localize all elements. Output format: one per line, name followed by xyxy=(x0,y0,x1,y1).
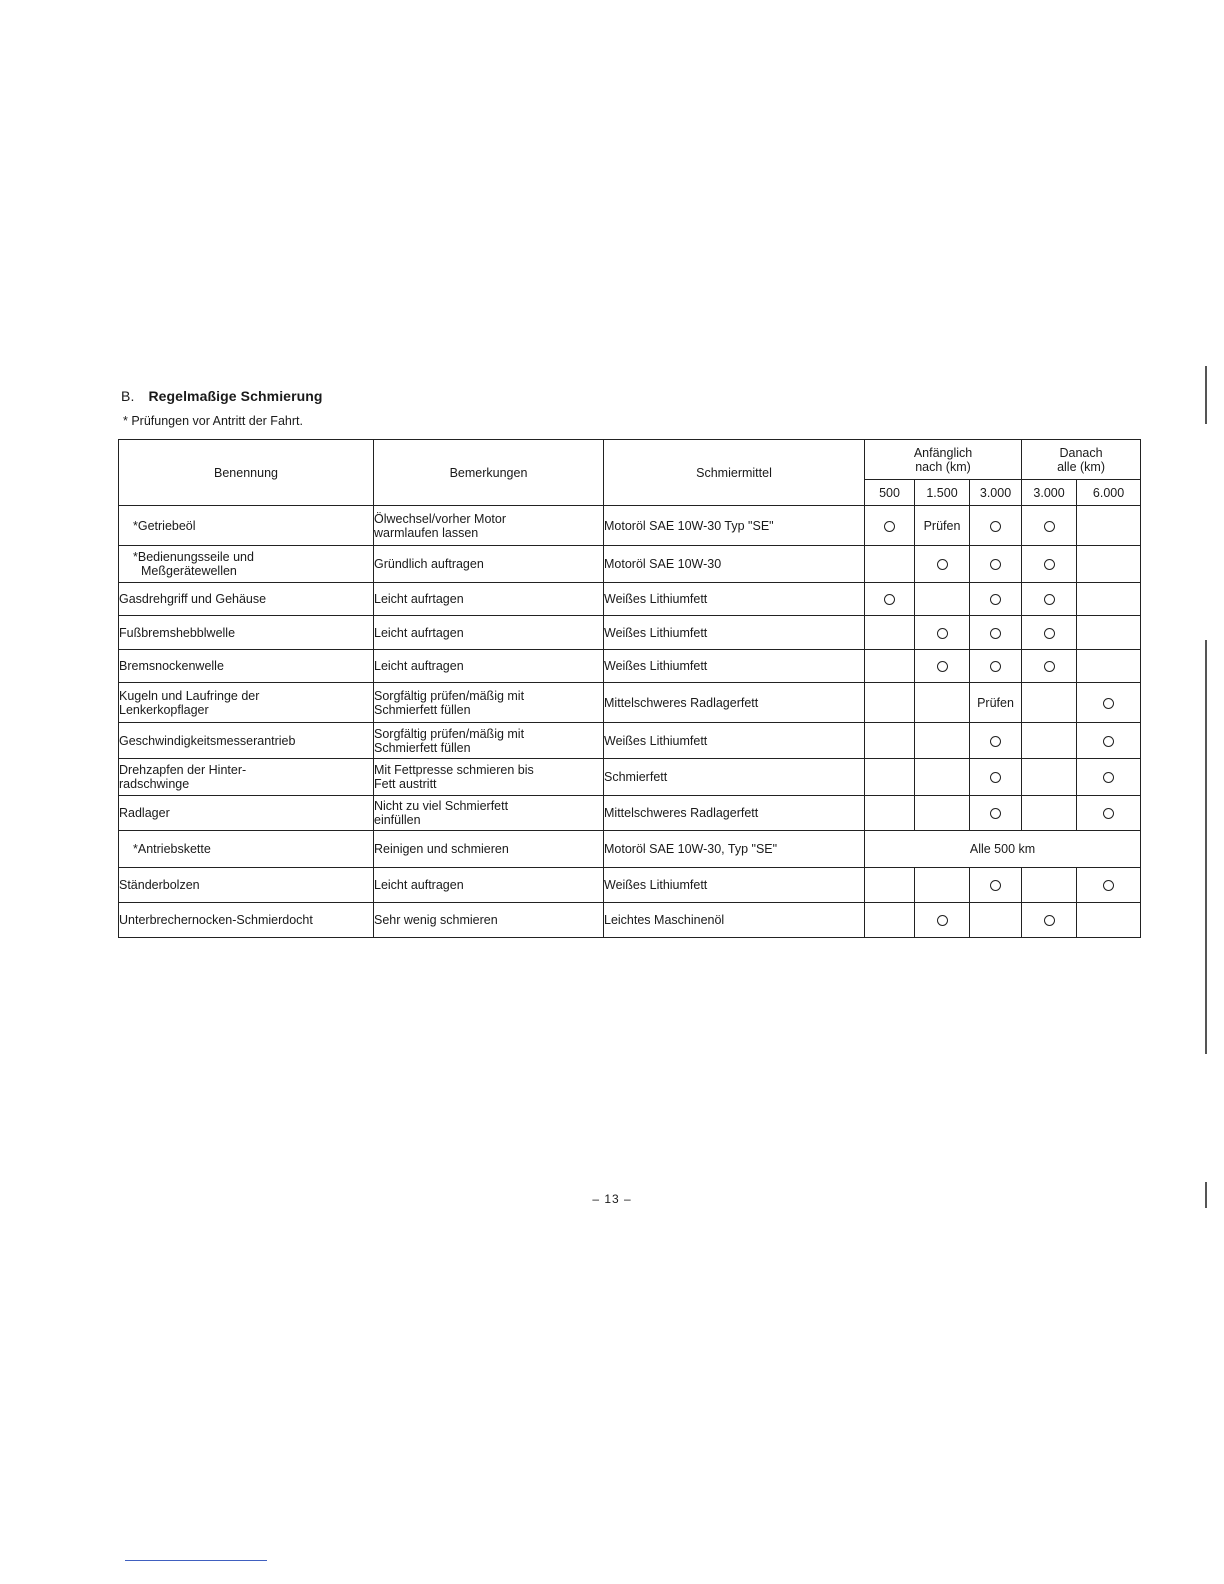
cell-name-line: Kugeln und Laufringe der xyxy=(119,688,260,703)
cell-interval-empty xyxy=(865,650,915,683)
cell-name-line: Radlager xyxy=(119,806,170,820)
cell-remarks-line: Mit Fettpresse schmieren bis xyxy=(374,763,534,777)
right-margin-rule xyxy=(1205,366,1207,424)
header-km: 3.000 xyxy=(1022,480,1077,506)
table-row xyxy=(119,616,1141,650)
cell-interval xyxy=(970,868,1022,903)
cell-interval xyxy=(915,650,970,683)
cell-remarks xyxy=(374,868,604,903)
cell-interval xyxy=(970,650,1022,683)
cell-lubricant: Leichtes Maschinenöl xyxy=(604,903,865,938)
circle-mark-icon xyxy=(937,915,948,926)
cell-interval xyxy=(1022,650,1077,683)
header-lubricant: Schmiermittel xyxy=(604,440,865,506)
circle-mark-icon xyxy=(1103,880,1114,891)
cell-lubricant: Motoröl SAE 10W-30 Typ "SE" xyxy=(604,506,865,546)
cell-name xyxy=(119,903,374,938)
cell-remarks xyxy=(374,759,604,796)
cell-interval xyxy=(915,903,970,938)
cell-interval-empty xyxy=(1077,583,1141,616)
cell-interval-empty xyxy=(1022,683,1077,723)
circle-mark-icon xyxy=(1103,772,1114,783)
cell-interval-empty xyxy=(865,796,915,831)
cell-name xyxy=(119,796,374,831)
cell-interval-empty xyxy=(915,583,970,616)
cell-name-line: Fußbremshebblwelle xyxy=(119,625,236,640)
cell-remarks-line: Sehr wenig schmieren xyxy=(374,913,498,927)
cell-name xyxy=(119,546,374,583)
header-km: 1.500 xyxy=(915,480,970,506)
cell-interval-empty xyxy=(865,546,915,583)
circle-mark-icon xyxy=(1044,628,1055,639)
cell-interval xyxy=(915,546,970,583)
cell-interval xyxy=(970,616,1022,650)
cell-name-line: Geschwindigkeitsmesserantrieb xyxy=(119,733,296,748)
circle-mark-icon xyxy=(990,808,1001,819)
circle-mark-icon xyxy=(990,521,1001,532)
cell-remarks-line: Leicht aufrtagen xyxy=(374,625,464,640)
cell-remarks xyxy=(374,723,604,759)
cell-interval-empty xyxy=(915,868,970,903)
cell-interval xyxy=(970,546,1022,583)
header-remarks: Bemerkungen xyxy=(374,440,604,506)
cell-name xyxy=(119,831,374,868)
note-text: * Prüfungen vor Antritt der Fahrt. xyxy=(123,414,303,428)
table-row xyxy=(119,868,1141,903)
cell-interval xyxy=(1077,796,1141,831)
cell-interval xyxy=(1022,506,1077,546)
cell-remarks xyxy=(374,583,604,616)
cell-name-line: Gasdrehgriff und Gehäuse xyxy=(119,592,267,606)
cell-name xyxy=(119,868,374,903)
table-row xyxy=(119,723,1141,759)
cell-interval xyxy=(865,583,915,616)
cell-remarks-line: Ölwechsel/vorher Motor xyxy=(374,511,506,526)
cell-interval-empty xyxy=(1077,650,1141,683)
header-after-line1: Danach xyxy=(1059,445,1103,460)
circle-mark-icon xyxy=(1103,808,1114,819)
cell-remarks xyxy=(374,650,604,683)
cell-interval-empty xyxy=(1022,759,1077,796)
circle-mark-icon xyxy=(1103,698,1114,709)
cell-remarks-line: Leicht auftragen xyxy=(374,659,464,673)
cell-lubricant: Weißes Lithiumfett xyxy=(604,868,865,903)
table-row xyxy=(119,546,1141,583)
circle-mark-icon xyxy=(990,736,1001,747)
circle-mark-icon xyxy=(990,661,1001,672)
section-letter: B. xyxy=(121,388,135,404)
cell-interval-empty xyxy=(1077,903,1141,938)
section-title: Regelmaßige Schmierung xyxy=(148,388,323,404)
circle-mark-icon xyxy=(937,661,948,672)
footnote-rule xyxy=(125,1560,267,1561)
cell-interval-empty xyxy=(865,616,915,650)
cell-name xyxy=(119,650,374,683)
circle-mark-icon xyxy=(1044,521,1055,532)
cell-lubricant: Schmierfett xyxy=(604,759,865,796)
cell-name-line: Ständerbolzen xyxy=(119,878,200,892)
cell-remarks xyxy=(374,796,604,831)
table-body xyxy=(119,506,1141,938)
cell-name-line: Lenkerkopflager xyxy=(119,702,209,717)
cell-interval-span: Alle 500 km xyxy=(865,831,1141,868)
cell-name-line: *Antriebskette xyxy=(133,842,211,856)
cell-interval xyxy=(970,796,1022,831)
cell-interval-empty xyxy=(1077,506,1141,546)
cell-lubricant: Weißes Lithiumfett xyxy=(604,583,865,616)
cell-remarks xyxy=(374,546,604,583)
cell-interval xyxy=(1022,616,1077,650)
cell-remarks-line: Schmierfett füllen xyxy=(374,740,471,755)
cell-name-line: *Bedienungsseile und xyxy=(133,550,254,564)
cell-interval: Prüfen xyxy=(970,683,1022,723)
circle-mark-icon xyxy=(884,594,895,605)
section-heading xyxy=(121,388,323,404)
cell-interval xyxy=(1077,683,1141,723)
cell-remarks-line: Reinigen und schmieren xyxy=(374,842,509,856)
circle-mark-icon xyxy=(990,559,1001,570)
cell-name xyxy=(119,723,374,759)
header-km: 3.000 xyxy=(970,480,1022,506)
header-initial xyxy=(865,440,1022,480)
cell-interval xyxy=(1022,546,1077,583)
page-number: – 13 – xyxy=(592,1192,632,1206)
cell-remarks-line: warmlaufen lassen xyxy=(374,525,479,540)
cell-interval-empty xyxy=(865,868,915,903)
cell-remarks-line: Leicht auftragen xyxy=(374,878,464,892)
circle-mark-icon xyxy=(990,880,1001,891)
cell-interval-empty xyxy=(915,796,970,831)
circle-mark-icon xyxy=(990,594,1001,605)
cell-interval xyxy=(1077,723,1141,759)
right-margin-rule xyxy=(1205,640,1207,1054)
cell-name-line: Bremsnockenwelle xyxy=(119,659,224,673)
cell-interval-empty xyxy=(1077,546,1141,583)
cell-name-line: radschwinge xyxy=(119,777,190,791)
cell-interval-empty xyxy=(865,759,915,796)
cell-lubricant: Weißes Lithiumfett xyxy=(604,723,865,759)
cell-interval xyxy=(1077,759,1141,796)
right-margin-rule xyxy=(1205,1182,1207,1208)
cell-remarks-line: einfüllen xyxy=(374,813,421,827)
cell-interval xyxy=(970,723,1022,759)
circle-mark-icon xyxy=(884,521,895,532)
cell-name xyxy=(119,759,374,796)
cell-remarks-line: Fett austritt xyxy=(374,777,437,791)
circle-mark-icon xyxy=(937,628,948,639)
cell-name-line: Drehzapfen der Hinter- xyxy=(119,763,247,777)
cell-remarks xyxy=(374,903,604,938)
circle-mark-icon xyxy=(1044,594,1055,605)
cell-interval-empty xyxy=(865,723,915,759)
table-row xyxy=(119,583,1141,616)
cell-remarks-line: Sorgfältig prüfen/mäßig mit xyxy=(374,688,525,703)
cell-interval-empty xyxy=(865,903,915,938)
cell-interval xyxy=(970,759,1022,796)
cell-interval-empty xyxy=(970,903,1022,938)
cell-interval-empty xyxy=(1022,723,1077,759)
cell-interval xyxy=(1022,903,1077,938)
lubrication-table xyxy=(118,439,1141,938)
cell-interval-empty xyxy=(915,723,970,759)
header-after xyxy=(1022,440,1141,480)
table-row xyxy=(119,796,1141,831)
cell-interval xyxy=(865,506,915,546)
circle-mark-icon xyxy=(1103,736,1114,747)
cell-interval xyxy=(1077,868,1141,903)
cell-interval-empty xyxy=(865,683,915,723)
cell-name-line: Unterbrechernocken-Schmierdocht xyxy=(119,913,313,927)
cell-remarks-line: Sorgfältig prüfen/mäßig mit xyxy=(374,726,525,741)
cell-lubricant: Mittelschweres Radlagerfett xyxy=(604,683,865,723)
cell-remarks xyxy=(374,831,604,868)
table-row xyxy=(119,903,1141,938)
table-row xyxy=(119,650,1141,683)
circle-mark-icon xyxy=(1044,559,1055,570)
cell-remarks-line: Gründlich auftragen xyxy=(374,557,484,571)
cell-lubricant: Motoröl SAE 10W-30 xyxy=(604,546,865,583)
cell-name-line: *Getriebeöl xyxy=(133,518,196,533)
cell-interval-empty xyxy=(1022,796,1077,831)
header-km: 6.000 xyxy=(1077,480,1141,506)
cell-remarks xyxy=(374,616,604,650)
table-row xyxy=(119,759,1141,796)
cell-remarks-line: Leicht aufrtagen xyxy=(374,592,464,606)
cell-interval xyxy=(915,616,970,650)
cell-remarks xyxy=(374,683,604,723)
cell-remarks-line: Nicht zu viel Schmierfett xyxy=(374,799,509,813)
circle-mark-icon xyxy=(1044,915,1055,926)
circle-mark-icon xyxy=(937,559,948,570)
table-row xyxy=(119,683,1141,723)
circle-mark-icon xyxy=(990,772,1001,783)
table-row xyxy=(119,506,1141,546)
cell-interval-empty xyxy=(915,759,970,796)
cell-remarks-line: Schmierfett füllen xyxy=(374,702,471,717)
cell-lubricant: Mittelschweres Radlagerfett xyxy=(604,796,865,831)
cell-interval: Prüfen xyxy=(915,506,970,546)
cell-interval-empty xyxy=(1022,868,1077,903)
table-row xyxy=(119,831,1141,868)
cell-name xyxy=(119,506,374,546)
cell-interval-empty xyxy=(1077,616,1141,650)
cell-name xyxy=(119,616,374,650)
cell-interval xyxy=(970,583,1022,616)
cell-name xyxy=(119,583,374,616)
cell-name-line: Meßgerätewellen xyxy=(141,564,237,578)
cell-interval-empty xyxy=(915,683,970,723)
circle-mark-icon xyxy=(990,628,1001,639)
cell-remarks xyxy=(374,506,604,546)
cell-lubricant: Motoröl SAE 10W-30, Typ "SE" xyxy=(604,831,865,868)
cell-lubricant: Weißes Lithiumfett xyxy=(604,650,865,683)
header-initial-line1: Anfänglich xyxy=(913,445,973,460)
header-initial-line2: nach (km) xyxy=(915,459,971,474)
circle-mark-icon xyxy=(1044,661,1055,672)
cell-name xyxy=(119,683,374,723)
header-km: 500 xyxy=(865,480,915,506)
header-after-line2: alle (km) xyxy=(1057,459,1105,474)
cell-interval xyxy=(1022,583,1077,616)
cell-lubricant: Weißes Lithiumfett xyxy=(604,616,865,650)
cell-interval xyxy=(970,506,1022,546)
header-name: Benennung xyxy=(119,440,374,506)
